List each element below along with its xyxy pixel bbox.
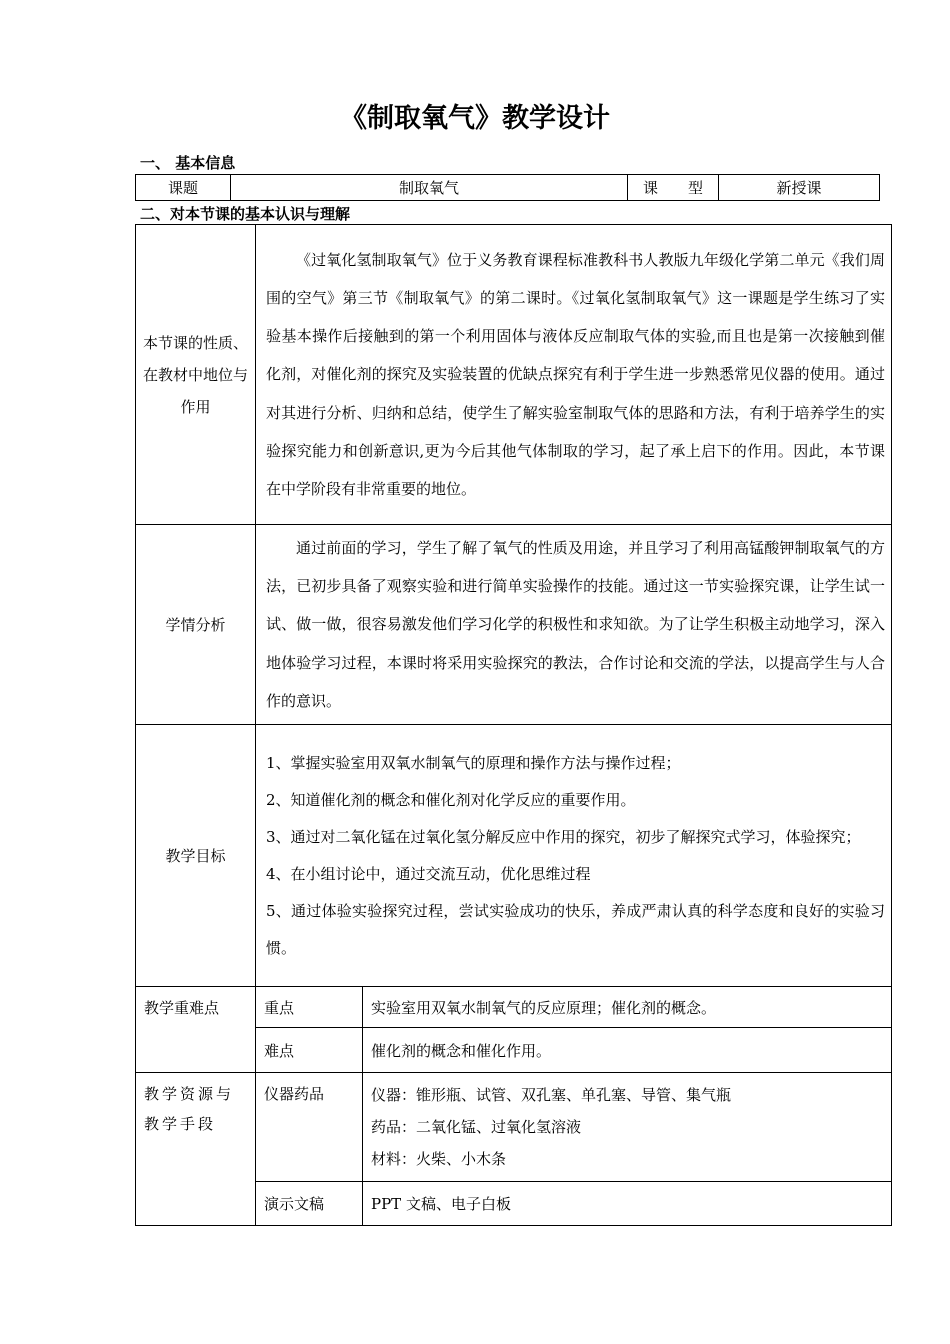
table-row [136,175,880,201]
key-text: 实验室用双氧水制氧气的反应原理；催化剂的概念。 [363,987,892,1028]
reagents-line: 药品：二氧化锰、过氧化氢溶液 [371,1118,582,1137]
table-row [136,987,892,1028]
understanding-table [135,224,892,1226]
table-row [136,225,892,525]
analysis-text: 通过前面的学习，学生了解了氧气的性质及用途，并且学习了利用高锰酸钾制取氧气的方法，已初步具备了观察实验和进行简单实验操作的技能。通过这一节实验探究课，让学生试一试、做一做，很容易激发他们学习化学的积极性和求知欲。为了让学生积极主动地学习，深入地体验学习过程，本课时将采用实验探究的教法，合作讨论和交流的学法，以提高学生与人合作的意识。 [256,525,892,725]
goals-cell [256,725,892,987]
goal-item: 2、知道催化剂的概念和催化剂对化学反应的重要作用。 [266,790,636,809]
lesson-type-value: 新授课 [719,175,880,201]
resources-label: 教学资源与教学手段 [136,1073,256,1226]
hard-label: 难点 [256,1028,363,1073]
table-row [136,725,892,987]
goal-item: 5、通过体验实验探究过程，尝试实验成功的快乐，养成严肃认真的科学态度和良好的实验习惯。 [266,901,885,957]
lesson-type-label: 课 型 [628,175,719,201]
section-heading-understanding: 二、对本节课的基本认识与理解 [140,205,351,223]
goal-item: 4、在小组讨论中，通过交流互动，优化思维过程 [266,864,591,883]
nature-text: 《过氧化氢制取氧气》位于义务教育课程标准教科书人教版九年级化学第二单元《我们周围的空气》第三节《制取氧气》的第二课时。《过氧化氢制取氧气》这一课题是学生练习了实验基本操作后接触到的第一个利用固体与液体反应制取气体的实验,而且也是第一次接触到催化剂，对催化剂的探究及实验装置的优缺点探究有利于学生进一步熟悉常见仪器的使用。通过对其进行分析、归纳和总结，使学生了解实验室制取气体的思路和方法，有利于培养学生的实验探究能力和创新意识,更为今后其他气体制取的学习，起了承上启下的作用。因此，本节课在中学阶段有非常重要的地位。 [256,225,892,525]
instruments-line: 仪器：锥形瓶、试管、双孔塞、单孔塞、导管、集气瓶 [371,1086,732,1105]
document-title: 《制取氧气》教学设计 [340,103,610,134]
nature-label: 本节课的性质、在教材中地位与作用 [136,225,256,525]
table-row [136,525,892,725]
materials-line: 材料：火柴、小木条 [371,1150,507,1169]
section-heading-basic-info: 一、 基本信息 [140,154,236,172]
basic-info-table [135,174,880,201]
goal-item: 3、通过对二氧化锰在过氧化氢分解反应中作用的探究，初步了解探究式学习，体验探究； [266,827,861,846]
key-label: 重点 [256,987,363,1028]
topic-label: 课题 [136,175,231,201]
table-row [136,1073,892,1182]
goals-label: 教学目标 [136,725,256,987]
analysis-label: 学情分析 [136,525,256,725]
instruments-cell [363,1073,892,1182]
hard-text: 催化剂的概念和催化作用。 [363,1028,892,1073]
instruments-label: 仪器药品 [256,1073,363,1182]
difficulty-label: 教学重难点 [136,987,256,1073]
goal-item: 1、掌握实验室用双氧水制氧气的原理和操作方法与操作过程； [266,753,681,772]
topic-value: 制取氧气 [231,175,628,201]
demo-text: PPT 文稿、电子白板 [363,1182,892,1226]
demo-label: 演示文稿 [256,1182,363,1226]
